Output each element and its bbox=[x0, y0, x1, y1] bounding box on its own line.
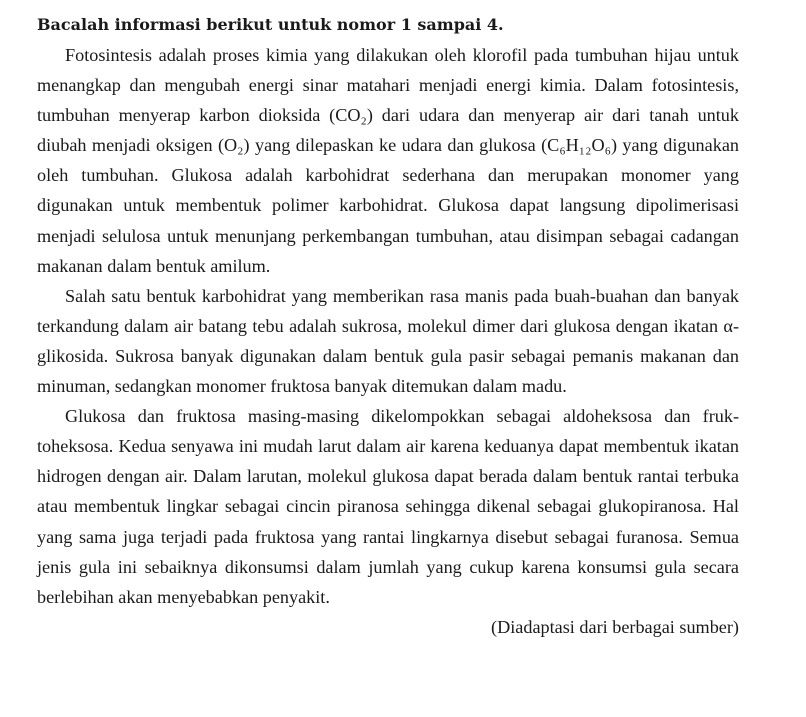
instruction-heading: Bacalah informasi berikut untuk nomor 1 sampai 4. bbox=[37, 15, 504, 34]
paragraph-photosynthesis: Fotosintesis adalah proses kimia yang dilakukan oleh klorofil pada tumbuhan hijau untuk menangkap dan mengubah energi sinar matahari menjadi energi kimia. Dalam fotosintesis, tumbuhan menyerap karbon dioksida (CO₂) dari udara dan menyerap air dari tanah untuk diubah menjadi oksigen (O₂) yang dilepaskan ke udara dan glukosa (C₆H₁₂O₆) yang digunakan oleh tumbuhan. Glukosa adalah karbohidrat sederhana dan merupakan monomer yang digunakan untuk membentuk polimer karbohidrat. Glukosa dapat langsung dipolimerisasi menjadi selulosa untuk menunjang perkembangan tumbuhan, atau disimpan sebagai cadangan makanan dalam bentuk amilum. bbox=[37, 45, 739, 276]
source-attribution: (Diadaptasi dari berbagai sumber) bbox=[491, 616, 739, 637]
paragraph-glucose-fructose: Glukosa dan fruktosa masing-masing dikelompokkan sebagai aldoheksosa dan fruktoheksosa. Kedua senyawa ini mudah larut dalam air karena keduanya dapat membentuk ikatan hidrogen dengan air. Dalam larutan, molekul glukosa dapat berada dalam bentuk rantai terbuka atau membentuk lingkar sebagai cincin piranosa sehingga dikenal sebagai glukopiranosa. Hal yang sama juga terjadi pada fruktosa yang rantai lingkarnya disebut sebagai furanosa. Semua jenis gula ini sebaiknya dikonsumsi dalam jumlah yang cukup karena konsumsi gula secara berlebihan akan menyebabkan penyakit. bbox=[37, 406, 739, 607]
reading-passage bbox=[37, 8, 739, 642]
paragraph-sucrose: Salah satu bentuk karbohidrat yang memberikan rasa manis pada buah-buahan dan banyak terkandung dalam air batang tebu adalah sukrosa, molekul dimer dari glukosa dengan ikatan α-glikosida. Sukrosa banyak digunakan dalam bentuk gula pasir sebagai pemanis makanan dan minuman, sedangkan monomer fruktosa banyak ditemukan dalam madu. bbox=[37, 285, 739, 397]
